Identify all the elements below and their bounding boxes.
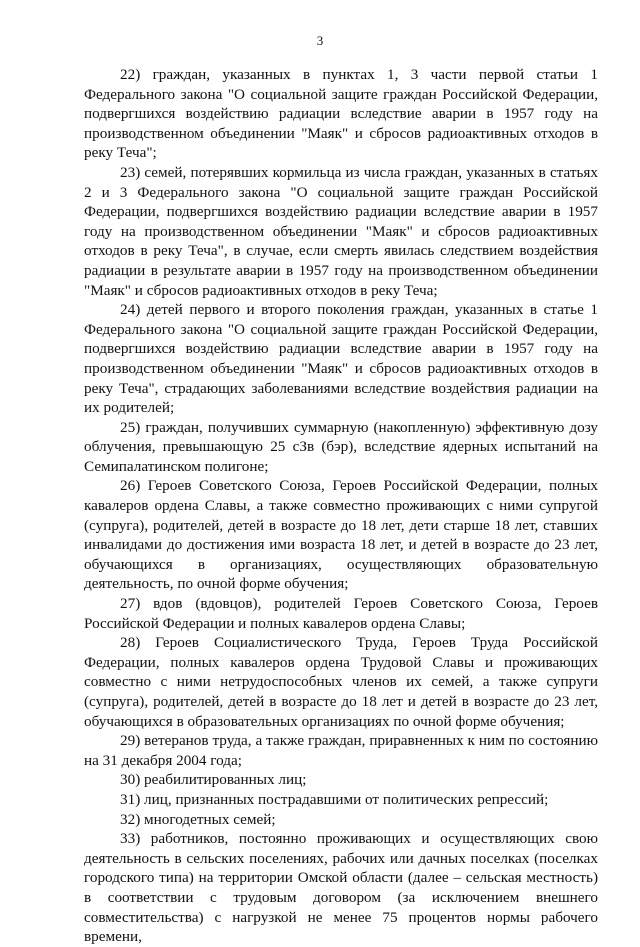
list-item-23: 23) семей, потерявших кормильца из числа граждан, указанных в статьях 2 и 3 Федерального закона "О социальной защите граждан Российской Федерации, подвергшихся воздействию радиации вследствие аварии в 1957 году на производственном объединении "Маяк" и сбросов радиоактивных отходов в реку Теча", в случае, если смерть явилась следствием воздействия радиации в результате аварии в 1957 году на производственном объединении "Маяк" и сбросов радиоактивных отходов в реку Теча; <box>84 163 598 299</box>
page-number: 3 <box>316 33 324 48</box>
list-item-22: 22) граждан, указанных в пунктах 1, 3 части первой статьи 1 Федерального закона "О социальной защите граждан Российской Федерации, подвергшихся воздействию радиации вследствие аварии в 1957 году на производственном объединении "Маяк" и сбросов радиоактивных отходов в реку Теча"; <box>84 66 598 162</box>
list-item-24: 24) детей первого и второго поколения граждан, указанных в статье 1 Федерального закона "О социальной защите граждан Российской Федерации, подвергшихся воздействию радиации вследствие аварии в 1957 году на производственном объединении "Маяк" и сбросов радиоактивных отходов в реку Теча", страдающих заболеваниями вследствие воздействия радиации на их родителей; <box>84 301 598 417</box>
list-item-27: 27) вдов (вдовцов), родителей Героев Советского Союза, Героев Российской Федерации и полных кавалеров ордена Славы; <box>84 595 598 632</box>
list-item-26: 26) Героев Советского Союза, Героев Российской Федерации, полных кавалеров ордена Славы, а также совместно проживающих с ними супругой (супруга), родителей, детей в возрасте до 18 лет, дети старше 18 лет, ставших инвалидами до достижения ими возраста 18 лет, и детей в возрасте до 23 лет, обучающихся в организациях, осуществляющих образовательную деятельность, по очной форме обучения; <box>84 477 598 593</box>
list-item-32: 32) многодетных семей; <box>120 810 276 828</box>
list-item-29: 29) ветеранов труда, а также граждан, приравненных к ним по состоянию на 31 декабря 2004 года; <box>84 732 598 769</box>
list-item-30: 30) реабилитированных лиц; <box>120 771 307 789</box>
list-item-25: 25) граждан, получивших суммарную (накопленную) эффективную дозу облучения, превышающую 25 сЗв (бэр), вследствие ядерных испытаний на Семипалатинском полигоне; <box>84 418 598 475</box>
document-body <box>84 65 598 947</box>
list-item-28: 28) Героев Социалистического Труда, Героев Труда Российской Федерации, полных кавалеров ордена Трудовой Славы и проживающих совместно с ними нетрудоспособных членов их семей, а также супруги (супруга), родителей, детей в возрасте до 18 лет и детей в возрасте до 23 лет, обучающихся в образовательных организациях по очной форме обучения; <box>84 634 598 730</box>
list-item-31: 31) лиц, признанных пострадавшими от политических репрессий; <box>120 790 549 808</box>
list-item-33: 33) работников, постоянно проживающих и осуществляющих свою деятельность в сельских поселениях, рабочих или дачных поселках (поселках городского типа) на территории Омской области (далее – сельская местность) в соответствии с трудовым договором (за исключением внешнего совместительства) с нагрузкой не менее 75 процентов нормы рабочего времени, <box>84 830 598 946</box>
